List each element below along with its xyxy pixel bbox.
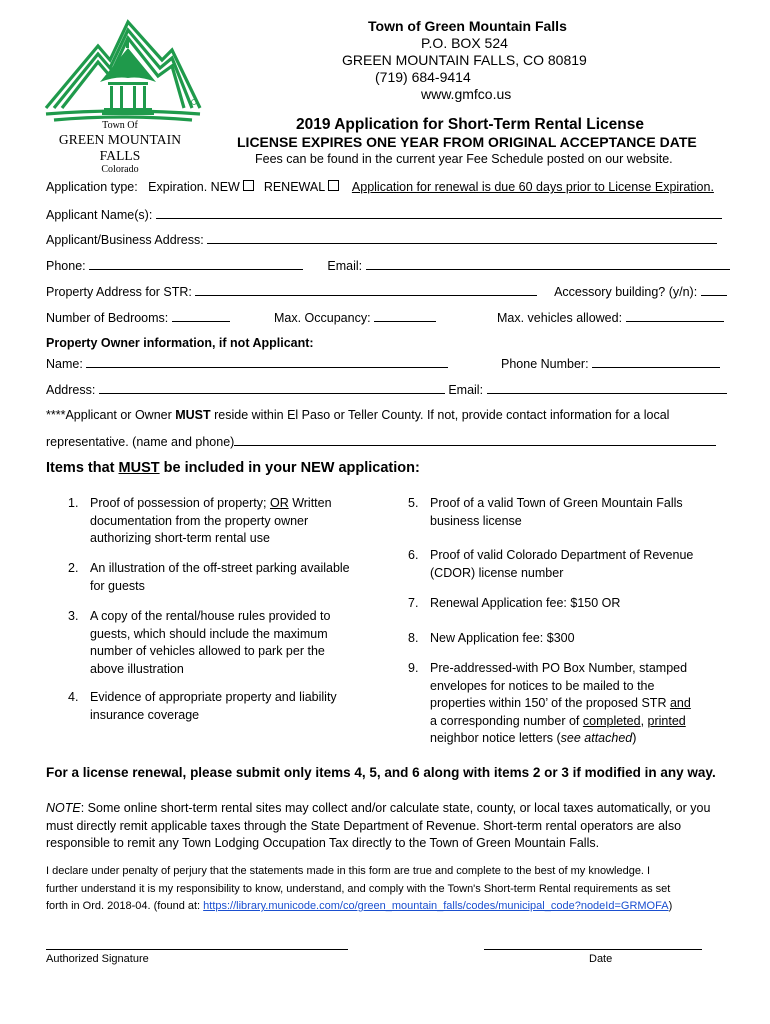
town-name: Town of Green Mountain Falls	[368, 18, 567, 34]
items-heading-must: MUST	[118, 460, 160, 476]
owner-heading: Property Owner information, if not Applicant:	[46, 336, 314, 350]
note-line: responsible to remit any Town Lodging Occupation Tax directly to the Town of Green Mountain Falls.	[46, 836, 600, 850]
item-completed: completed	[582, 713, 641, 728]
owner-phone-field[interactable]	[592, 355, 720, 368]
item-text-part: number of vehicles allowed to park per the	[90, 644, 325, 658]
list-item	[408, 630, 728, 648]
item-text-part: documentation from the property owner	[90, 513, 309, 528]
item-text-part: insurance coverage	[90, 707, 200, 722]
phone-email-row	[46, 257, 730, 274]
signature-label: Authorized Signature	[46, 953, 149, 965]
item-text-part: a corresponding number of	[430, 713, 583, 728]
phone-label: Phone:	[46, 259, 86, 273]
city-state-zip: GREEN MOUNTAIN FALLS, CO 80819	[342, 52, 587, 68]
item-text-part: ,	[640, 713, 648, 728]
item-number: 8.	[408, 631, 419, 645]
bedrooms-row	[46, 309, 230, 326]
owner-address-label: Address:	[46, 383, 96, 397]
property-address-row	[46, 283, 727, 300]
date-line[interactable]	[484, 949, 702, 950]
renewal-due-note: Application for renewal is due 60 days prior to License Expiration.	[351, 180, 714, 194]
item-text-part: A copy of the rental/house rules provided to	[90, 609, 331, 623]
item-text-part: Proof of valid Colorado Department of Revenue	[430, 548, 694, 562]
logo-line-1: Town Of	[102, 120, 138, 131]
email-field[interactable]	[366, 257, 730, 270]
item-text-part: authorizing short-term rental use	[90, 531, 270, 545]
item-number: 4.	[68, 690, 79, 704]
town-website: www.gmfco.us	[421, 86, 512, 102]
owner-phone-group	[501, 355, 720, 372]
owner-name-field[interactable]	[86, 355, 448, 368]
representative-row	[46, 433, 716, 450]
list-item	[408, 660, 728, 750]
signature-line[interactable]	[46, 949, 348, 950]
application-type-label: Application type:	[46, 180, 138, 194]
applicant-names-field[interactable]	[156, 206, 722, 219]
item-text-part: )	[632, 731, 637, 745]
renewal-checkbox[interactable]	[328, 180, 339, 191]
applicant-names-label: Applicant Name(s):	[46, 208, 153, 222]
items-heading-post: be included in your NEW application:	[159, 460, 420, 476]
item-text	[430, 495, 683, 530]
new-checkbox[interactable]	[243, 180, 254, 191]
page-subtitle: LICENSE EXPIRES ONE YEAR FROM ORIGINAL ACCEPTANCE DATE	[237, 134, 697, 150]
item-and: and	[669, 696, 691, 710]
list-item	[408, 595, 728, 613]
item-number: 5.	[408, 496, 419, 510]
item-or: OR	[269, 496, 289, 510]
date-label: Date	[589, 953, 613, 965]
item-text-part: guests, which should include the maximum	[90, 626, 328, 641]
representative-label: representative. (name and phone)	[46, 435, 235, 449]
list-item	[408, 495, 728, 531]
new-option-label: Expiration. NEW	[148, 180, 240, 194]
renewal-instructions: For a license renewal, please submit only items 4, 5, and 6 along with items 2 or 3 if modified in any way.	[46, 765, 716, 780]
logo-caption	[40, 120, 200, 176]
declaration	[46, 863, 746, 916]
po-box: P.O. BOX 524	[421, 35, 508, 51]
item-number: 3.	[68, 609, 79, 623]
item-text-part: Proof of a valid Town of Green Mountain Falls	[430, 496, 683, 510]
municode-link[interactable]: https://library.municode.com/co/green_mountain_falls/codes/municipal_code?nodeId=GRMOFA	[203, 900, 669, 912]
item-text-part: Written	[288, 496, 332, 510]
declaration-line: I declare under penalty of perjury that the statements made in this form are true and complete to the best of my knowledge. I	[46, 865, 651, 877]
town-phone: (719) 684-9414	[375, 69, 471, 85]
logo-line-3: Colorado	[101, 164, 139, 175]
fees-note: Fees can be found in the current year Fee Schedule posted on our website.	[255, 152, 673, 166]
list-item	[68, 495, 368, 549]
owner-email-label: Email:	[448, 383, 484, 397]
renewal-option-label: RENEWAL	[263, 180, 326, 194]
occupancy-group	[274, 309, 436, 326]
owner-name-group	[46, 355, 448, 372]
item-number: 1.	[68, 496, 79, 510]
residence-prefix: ****Applicant or Owner	[46, 408, 176, 422]
item-text-part: Renewal Application fee: $150 OR	[430, 596, 621, 610]
items-heading	[46, 460, 420, 476]
item-text-part: for guests	[90, 578, 145, 593]
residence-rest: reside within El Paso or Teller County. If not, provide contact information for a local	[210, 408, 670, 422]
items-heading-pre: Items that	[46, 460, 119, 476]
applicant-address-row	[46, 231, 717, 248]
max-occupancy-field[interactable]	[374, 309, 436, 322]
applicant-names-row	[46, 206, 722, 223]
item-number: 7.	[408, 596, 419, 610]
item-number: 6.	[408, 548, 419, 562]
item-text-part: Evidence of appropriate property and liability	[90, 690, 337, 704]
item-text	[90, 689, 337, 724]
item-text	[90, 495, 332, 548]
vehicles-group	[497, 309, 724, 326]
max-vehicles-label: Max. vehicles allowed:	[497, 311, 623, 325]
list-item	[68, 560, 368, 596]
declaration-line: forth in Ord. 2018-04. (found at:	[46, 900, 204, 912]
list-item	[68, 689, 368, 725]
application-type-row	[46, 179, 714, 195]
owner-phone-label: Phone Number:	[501, 357, 589, 371]
bedrooms-field[interactable]	[172, 309, 230, 322]
owner-address-row	[46, 381, 727, 398]
applicant-address-label: Applicant/Business Address:	[46, 233, 204, 247]
note-label: NOTE	[46, 801, 81, 815]
item-text-part: (CDOR) license number	[430, 565, 564, 580]
item-text	[430, 660, 691, 748]
item-text-part: An illustration of the off-street parking available	[90, 561, 350, 575]
item-text	[430, 595, 620, 613]
owner-address-field[interactable]	[99, 381, 445, 394]
logo-line-2: GREEN MOUNTAIN FALLS	[58, 132, 182, 163]
residence-must: MUST	[175, 408, 211, 422]
item-text-part: above illustration	[90, 661, 184, 676]
item-text	[430, 630, 575, 648]
max-vehicles-field[interactable]	[626, 309, 724, 322]
owner-name-label: Name:	[46, 357, 83, 371]
bedrooms-label: Number of Bedrooms:	[46, 311, 169, 325]
item-text	[90, 608, 330, 678]
property-address-label: Property Address for STR:	[46, 285, 192, 299]
item-text-part: Proof of possession of property;	[90, 496, 270, 510]
item-number: 2.	[68, 561, 79, 575]
owner-email-field[interactable]	[487, 381, 727, 394]
item-number: 9.	[408, 661, 419, 675]
accessory-field[interactable]	[701, 283, 727, 296]
item-text-part: properties within 150’ of the proposed STR	[430, 696, 670, 710]
note-line: must directly remit applicable taxes through the State Department of Revenue. Short-term rental operators are also	[46, 818, 682, 833]
item-see-attached: see attached	[560, 731, 633, 745]
list-item	[68, 608, 368, 680]
item-text	[430, 547, 693, 582]
declaration-line: )	[668, 900, 673, 912]
representative-field[interactable]	[234, 433, 716, 446]
item-printed: printed	[647, 713, 686, 728]
phone-field[interactable]	[89, 257, 303, 270]
item-text-part: envelopes for notices to be mailed to the	[430, 678, 655, 693]
accessory-label: Accessory building? (y/n):	[554, 285, 698, 299]
email-label: Email:	[327, 259, 363, 273]
list-item	[408, 547, 728, 583]
item-text-part: Pre-addressed-with PO Box Number, stamped	[430, 661, 688, 675]
item-text	[90, 560, 350, 595]
residence-requirement	[46, 407, 669, 423]
item-text-part: business license	[430, 513, 522, 528]
property-address-field[interactable]	[195, 283, 537, 296]
applicant-address-field[interactable]	[207, 231, 717, 244]
max-occupancy-label: Max. Occupancy:	[274, 311, 371, 325]
declaration-line: further understand it is my responsibility to know, understand, and comply with the Town's Short-term Rental requirements as set	[46, 882, 671, 895]
tax-note	[46, 800, 736, 853]
note-line: : Some online short-term rental sites may collect and/or calculate state, county, or local taxes automatically, or you	[80, 801, 711, 815]
page-title: 2019 Application for Short-Term Rental License	[296, 116, 644, 133]
item-text-part: neighbor notice letters (	[430, 731, 561, 745]
item-text-part: New Application fee: $300	[430, 631, 575, 645]
